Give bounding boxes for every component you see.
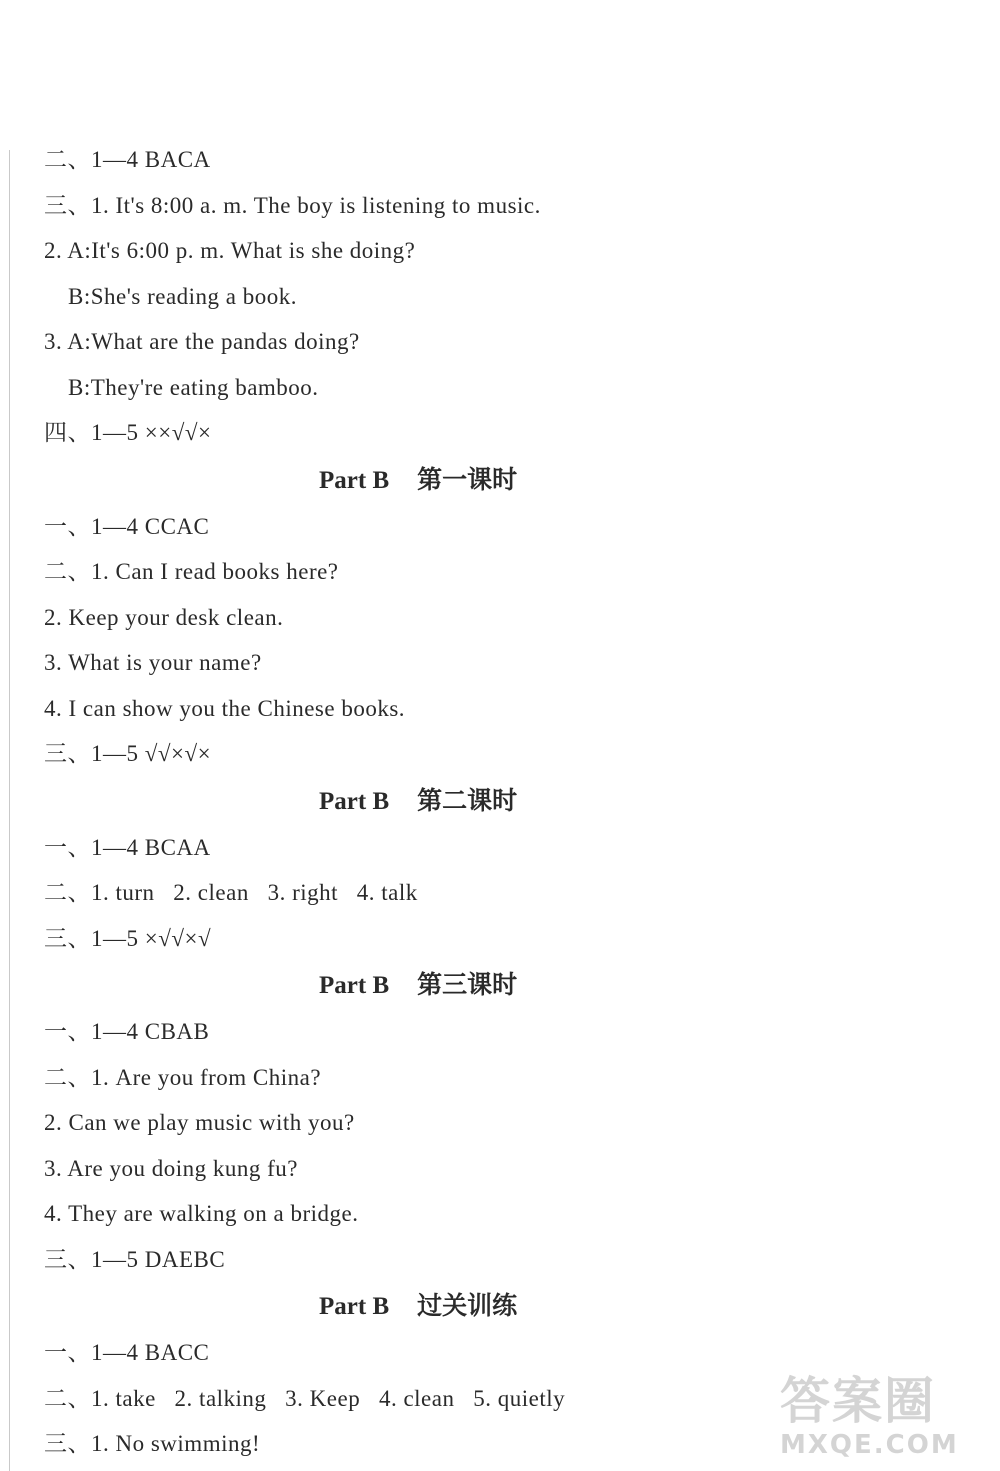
answer-line: 2. Can we play music with you? [44, 1110, 355, 1135]
section-part-label: Part B [319, 1293, 390, 1320]
answer-line: 二、1. take 2. talking 3. Keep 4. clean 5. quietly [44, 1385, 566, 1411]
section-title: 第一课时 [417, 464, 518, 494]
answer-line: 四、1—5 ××√√× [44, 420, 212, 445]
answer-line: 3. A:What are the pandas doing? [44, 329, 360, 354]
answer-line: 一、1—4 CBAB [44, 1019, 210, 1044]
watermark-url: MXQE.COM [780, 1430, 959, 1460]
answer-line: 三、1. It's 8:00 a. m. The boy is listening to music. [44, 192, 541, 218]
watermark-logo-text: 答案圈 [780, 1372, 936, 1430]
section-part-label: Part B [319, 787, 390, 815]
section-title: 第二课时 [417, 785, 518, 815]
answer-line: 4. I can show you the Chinese books. [44, 695, 406, 721]
section-title: 过关训练 [417, 1291, 518, 1320]
watermark [780, 1372, 990, 1467]
answer-line: 2. Keep your desk clean. [44, 604, 284, 630]
answer-line: B:They're eating bamboo. [68, 374, 319, 400]
answer-line: B:She's reading a book. [68, 283, 298, 309]
section-part-label: Part B [319, 972, 390, 999]
answer-key-content [44, 137, 944, 1467]
answer-line: 3. Are you doing kung fu? [44, 1155, 298, 1181]
section-heading [44, 961, 944, 1009]
section-heading [44, 1282, 944, 1330]
answer-line: 4. They are walking on a bridge. [44, 1201, 359, 1226]
answer-line: 一、1—4 BACC [44, 1340, 210, 1365]
answer-line: 三、1—5 √√×√× [44, 741, 212, 766]
answer-line: 二、1. Can I read books here? [44, 559, 339, 584]
section-part-label: Part B [319, 466, 390, 494]
section-title: 第三课时 [417, 970, 518, 999]
answer-line: 一、1—4 CCAC [44, 513, 210, 539]
answer-line: 三、1—5 DAEBC [44, 1246, 226, 1272]
page-margin-line [9, 150, 10, 1471]
answer-line: 三、1—5 ×√√×√ [44, 925, 212, 951]
answer-line: 二、1—4 BACA [44, 147, 211, 172]
section-heading [44, 777, 944, 825]
answer-line: 二、1. Are you from China? [44, 1064, 322, 1090]
answer-line: 3. What is your name? [44, 650, 262, 675]
section-heading [44, 456, 944, 504]
answer-line: 二、1. turn 2. clean 3. right 4. talk [44, 880, 418, 905]
answer-line: 一、1—4 BCAA [44, 834, 211, 860]
answer-line: 三、1. No swimming! [44, 1431, 261, 1456]
answer-line: 2. A:It's 6:00 p. m. What is she doing? [44, 238, 416, 263]
